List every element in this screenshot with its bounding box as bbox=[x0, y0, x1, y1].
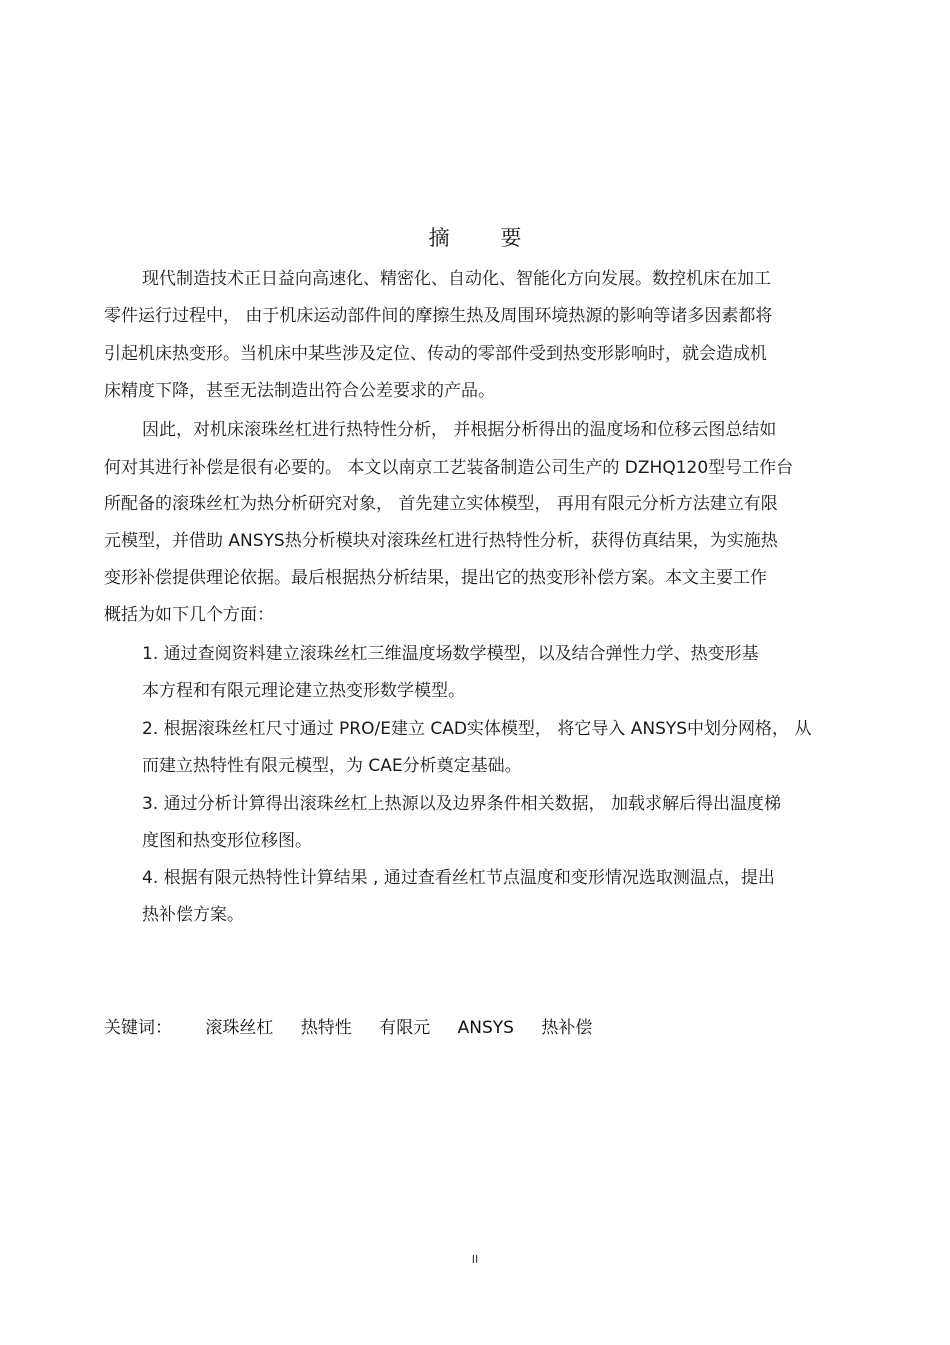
list-item-line: 4. 根据有限元热特性计算结果 , 通过查看丝杠节点温度和变形情况选取测温点，提出 bbox=[142, 868, 775, 888]
list-item-line: 1. 通过查阅资料建立滚珠丝杠三维温度场数学模型，以及结合弹性力学、热变形基 bbox=[142, 644, 759, 664]
list-item-line: 2. 根据滚珠丝杠尺寸通过 PRO/E建立 CAD实体模型， 将它导入 ANSYS中划分网格， 从 bbox=[142, 719, 812, 739]
paragraph-line: 概括为如下几个方面： bbox=[104, 605, 274, 625]
list-item-line: 而建立热特性有限元模型，为 CAE分析奠定基础。 bbox=[142, 756, 522, 776]
list-item-line: 度图和热变形位移图。 bbox=[142, 831, 312, 851]
paragraph-line: 所配备的滚珠丝杠为热分析研究对象， 首先建立实体模型， 再用有限元分析方法建立有限 bbox=[104, 494, 778, 514]
keyword: 热补偿 bbox=[541, 1018, 593, 1038]
keyword: 有限元 bbox=[379, 1018, 431, 1038]
paragraph-line: 元模型，并借助 ANSYS热分析模块对滚珠丝杠进行热特性分析，获得仿真结果，为实施热 bbox=[104, 531, 778, 551]
keyword: 热特性 bbox=[300, 1018, 352, 1038]
paragraph-line: 引起机床热变形。当机床中某些涉及定位、传动的零部件受到热变形影响时，就会造成机 bbox=[104, 344, 767, 364]
paragraph-line: 何对其进行补偿是很有必要的。 本文以南京工艺装备制造公司生产的 DZHQ120型号工作台 bbox=[104, 458, 794, 478]
paragraph-line: 变形补偿提供理论依据。最后根据热分析结果，提出它的热变形补偿方案。本文主要工作 bbox=[104, 568, 767, 588]
list-item-line: 本方程和有限元理论建立热变形数学模型。 bbox=[142, 681, 465, 701]
list-item-line: 3. 通过分析计算得出滚珠丝杠上热源以及边界条件相关数据， 加载求解后得出温度梯 bbox=[142, 794, 782, 814]
keyword: ANSYS bbox=[457, 1018, 514, 1038]
paragraph-line: 床精度下降，甚至无法制造出符合公差要求的产品。 bbox=[104, 381, 495, 401]
page-number: II bbox=[471, 1253, 479, 1266]
paragraph-line: 零件运行过程中， 由于机床运动部件间的摩擦生热及周围环境热源的影响等诸多因素都将 bbox=[104, 306, 773, 326]
keywords-label: 关键词： bbox=[104, 1018, 172, 1038]
keywords-row bbox=[104, 1018, 614, 1038]
abstract-title: 摘 要 bbox=[428, 226, 544, 250]
paragraph-line: 现代制造技术正日益向高速化、精密化、自动化、智能化方向发展。数控机床在加工 bbox=[142, 269, 771, 289]
paragraph-line: 因此，对机床滚珠丝杠进行热特性分析， 并根据分析得出的温度场和位移云图总结如 bbox=[142, 420, 777, 440]
list-item-line: 热补偿方案。 bbox=[142, 905, 244, 925]
keyword: 滚珠丝杠 bbox=[205, 1018, 274, 1038]
